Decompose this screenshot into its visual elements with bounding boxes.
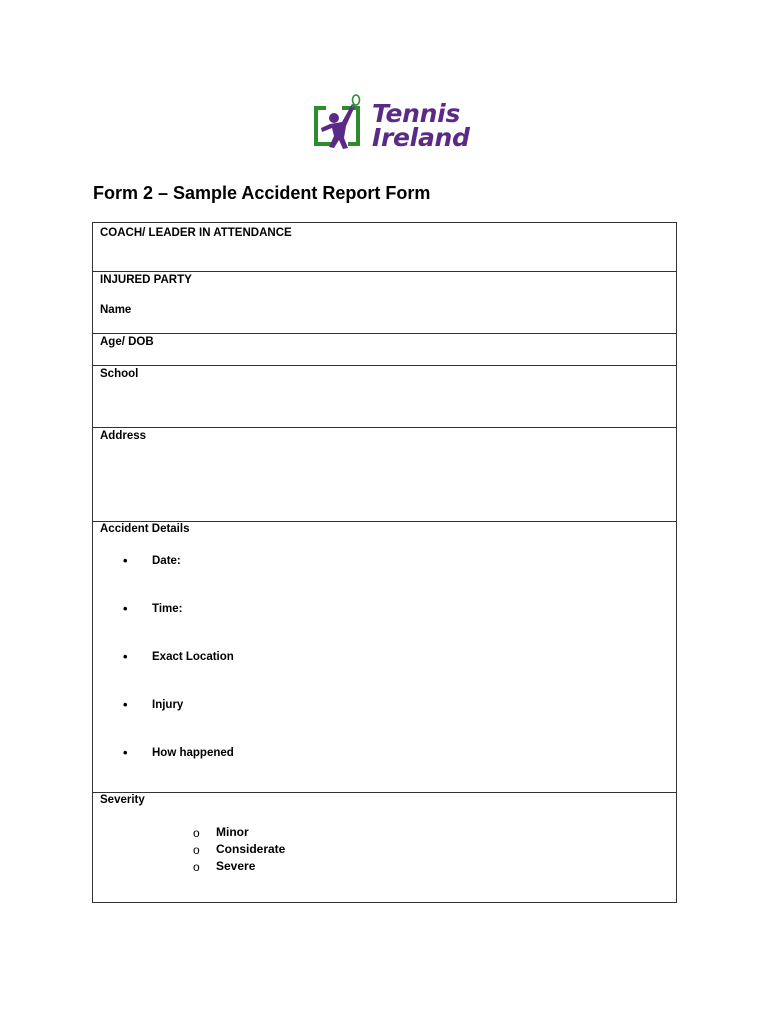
age-dob-label: Age/ DOB <box>100 336 154 348</box>
school-label: School <box>100 368 139 380</box>
severity-option-minor: Minor <box>216 825 249 839</box>
name-label: Name <box>100 304 132 316</box>
severity-row[interactable] <box>93 793 676 902</box>
accident-details-row[interactable] <box>93 522 676 793</box>
accident-report-form <box>92 222 677 903</box>
bullet-icon: • <box>123 649 128 664</box>
bullet-icon: • <box>123 697 128 712</box>
injured-party-label: INJURED PARTY <box>100 274 192 286</box>
severity-label: Severity <box>100 794 145 806</box>
age-dob-row[interactable] <box>93 334 676 366</box>
accident-date-label: Date: <box>152 555 181 567</box>
bullet-icon: • <box>123 601 128 616</box>
address-label: Address <box>100 430 147 442</box>
tennis-ireland-logo <box>312 94 470 156</box>
option-circle-icon[interactable]: o <box>193 843 200 857</box>
accident-location-label: Exact Location <box>152 651 234 663</box>
coach-row[interactable] <box>93 223 676 272</box>
accident-how-happened-label: How happened <box>152 747 234 759</box>
option-circle-icon[interactable]: o <box>193 826 200 840</box>
logo-word-ireland: Ireland <box>372 123 470 152</box>
accident-injury-label: Injury <box>152 699 184 711</box>
option-circle-icon[interactable]: o <box>193 860 200 874</box>
logo-word-tennis: Tennis <box>372 99 461 128</box>
tennis-player-logo-icon <box>312 94 364 152</box>
severity-option-severe: Severe <box>216 859 256 873</box>
page-title: Form 2 – Sample Accident Report Form <box>93 183 431 203</box>
accident-time-label: Time: <box>152 603 183 615</box>
accident-details-label: Accident Details <box>100 523 190 535</box>
school-row[interactable] <box>93 366 676 428</box>
injured-party-row[interactable] <box>93 272 676 334</box>
coach-label: COACH/ LEADER IN ATTENDANCE <box>100 227 292 239</box>
severity-option-considerate: Considerate <box>216 842 286 856</box>
bullet-icon: • <box>123 553 128 568</box>
address-row[interactable] <box>93 428 676 522</box>
bullet-icon: • <box>123 745 128 760</box>
